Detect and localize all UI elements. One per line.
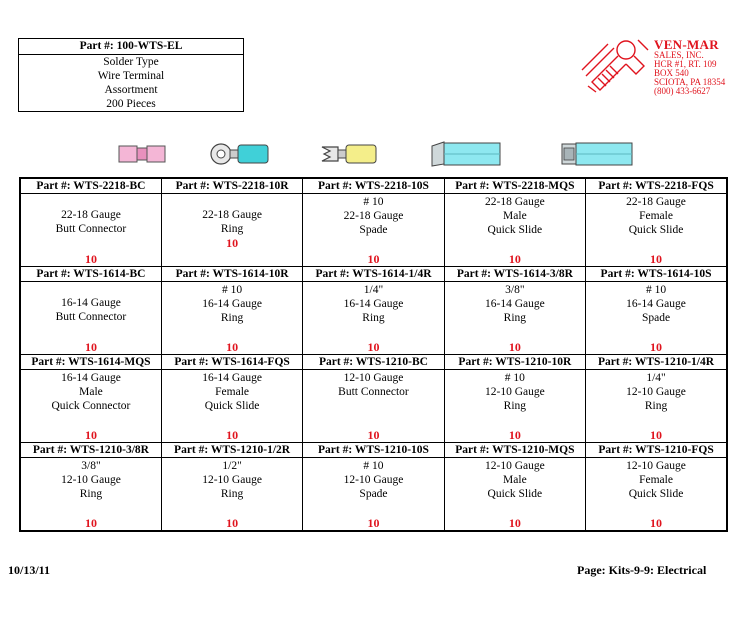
- kit-description: [19, 55, 243, 111]
- part-cell: [444, 355, 585, 443]
- part-number: Part #: WTS-2218-10S: [303, 179, 443, 194]
- description-line: 3/8": [505, 284, 525, 296]
- part-description: [586, 370, 726, 413]
- description-line: Female: [215, 386, 250, 398]
- description-line: Butt Connector: [55, 223, 127, 235]
- part-description: [21, 458, 161, 501]
- part-number: Part #: WTS-2218-MQS: [445, 179, 585, 194]
- description-line: 16-14 Gauge: [485, 298, 545, 310]
- part-number: Part #: WTS-1210-FQS: [586, 443, 726, 458]
- description-line: 12-10 Gauge: [626, 386, 686, 398]
- part-description: [303, 194, 443, 237]
- description-line: # 10: [504, 372, 525, 384]
- female-quick-slide-icon: [560, 140, 634, 168]
- quantity: 10: [367, 516, 380, 530]
- part-cell: [586, 443, 727, 532]
- part-number: Part #: WTS-2218-FQS: [586, 179, 726, 194]
- description-line: 16-14 Gauge: [61, 372, 121, 384]
- description-line: Ring: [79, 488, 103, 500]
- description-line: 3/8": [81, 460, 101, 472]
- kit-description-line: Assortment: [104, 84, 158, 96]
- part-number: Part #: WTS-1614-10R: [162, 267, 302, 282]
- quantity: 10: [650, 516, 663, 530]
- part-number: Part #: WTS-1614-3/8R: [445, 267, 585, 282]
- kit-description-line: Wire Terminal: [97, 70, 165, 82]
- part-cell: [303, 178, 444, 267]
- description-line: # 10: [222, 284, 243, 296]
- part-info-box: [18, 38, 244, 112]
- company-address-line: HCR #1, RT. 109: [654, 59, 717, 69]
- quantity: 10: [650, 428, 663, 442]
- footer-page-label: Page: Kits-9-9: Electrical: [577, 563, 707, 577]
- grid-row: [20, 267, 727, 355]
- company-sales: SALES, INC.: [654, 50, 704, 60]
- part-cell: [586, 355, 727, 443]
- description-line: Butt Connector: [338, 386, 409, 398]
- part-cell: [444, 443, 585, 532]
- company-name: VEN-MAR: [654, 37, 719, 52]
- part-description: [445, 194, 585, 237]
- quantity: 10: [650, 340, 663, 354]
- parts-grid: [19, 177, 728, 532]
- description-line: Ring: [503, 400, 527, 412]
- part-number: Part #: WTS-1614-10S: [586, 267, 726, 282]
- description-line: Male: [503, 474, 527, 486]
- description-line: 1/4": [646, 372, 666, 384]
- description-line: Ring: [644, 400, 668, 412]
- part-description: [303, 458, 443, 501]
- description-line: 22-18 Gauge: [485, 196, 545, 208]
- quantity: 10: [650, 252, 663, 266]
- quantity: 10: [226, 516, 239, 530]
- part-number: Part #: WTS-1614-MQS: [21, 355, 161, 370]
- part-cell: [20, 355, 161, 443]
- part-number: Part #: WTS-1210-10R: [445, 355, 585, 370]
- description-line: 16-14 Gauge: [202, 372, 262, 384]
- quantity: 10: [367, 428, 380, 442]
- part-cell: [20, 267, 161, 355]
- part-number: Part #: WTS-1614-BC: [21, 267, 161, 282]
- part-description: [586, 282, 726, 325]
- description-line: Male: [503, 210, 527, 222]
- part-number: Part #: WTS-1614-1/4R: [303, 267, 443, 282]
- part-number: Part #: WTS-1210-1/4R: [586, 355, 726, 370]
- description-line: 22-18 Gauge: [61, 209, 121, 221]
- male-quick-slide-icon: [430, 140, 504, 168]
- company-address-line: SCIOTA, PA 18354: [654, 77, 726, 87]
- description-line: Quick Slide: [628, 488, 684, 500]
- description-line: 16-14 Gauge: [626, 298, 686, 310]
- part-description: [162, 194, 302, 236]
- description-line: Quick Connector: [51, 400, 131, 412]
- description-line: 12-10 Gauge: [61, 474, 121, 486]
- description-line: Ring: [503, 312, 527, 324]
- butt-connector-icon: [118, 144, 168, 164]
- description-line: Spade: [359, 488, 388, 500]
- description-line: 16-14 Gauge: [61, 297, 121, 309]
- description-line: 22-18 Gauge: [202, 209, 262, 221]
- quantity: 10: [84, 428, 97, 442]
- description-line: Ring: [220, 312, 244, 324]
- description-line: Ring: [220, 223, 244, 235]
- description-line: Male: [79, 386, 103, 398]
- part-description: [445, 458, 585, 501]
- quantity: 10: [508, 428, 521, 442]
- quantity: 10: [508, 252, 521, 266]
- part-description: [586, 458, 726, 501]
- description-line: 1/4": [363, 284, 384, 296]
- description-line: 16-14 Gauge: [343, 298, 404, 310]
- description-line: 16-14 Gauge: [202, 298, 262, 310]
- part-cell: [20, 443, 161, 532]
- part-cell: [161, 178, 302, 267]
- description-line: Female: [639, 474, 673, 486]
- description-line: # 10: [645, 284, 667, 296]
- part-cell: [444, 267, 585, 355]
- part-description: [21, 194, 161, 236]
- part-cell: [303, 267, 444, 355]
- description-line: Female: [639, 210, 673, 222]
- description-line: Butt Connector: [55, 311, 127, 323]
- description-line: 12-10 Gauge: [343, 474, 404, 486]
- company-logo: [578, 36, 728, 94]
- part-description: [586, 194, 726, 237]
- quantity: 10: [226, 236, 239, 250]
- description-line: Spade: [359, 224, 388, 236]
- quantity: 10: [508, 340, 521, 354]
- part-cell: [20, 178, 161, 267]
- grid-row: [20, 443, 727, 532]
- description-line: 12-10 Gauge: [626, 460, 686, 472]
- quantity: 10: [226, 340, 239, 354]
- part-description: [21, 282, 161, 324]
- kit-part-number: Part #: 100-WTS-EL: [19, 39, 243, 55]
- description-line: # 10: [363, 196, 384, 208]
- part-number: Part #: WTS-1210-BC: [303, 355, 443, 370]
- part-cell: [161, 355, 302, 443]
- quantity: 10: [508, 516, 521, 530]
- ring-terminal-icon: [209, 142, 271, 166]
- kit-description-line: 200 Pieces: [106, 98, 156, 110]
- description-line: 22-18 Gauge: [626, 196, 686, 208]
- grid-row: [20, 355, 727, 443]
- footer-date: 10/13/11: [8, 563, 51, 577]
- description-line: 12-10 Gauge: [343, 372, 404, 384]
- part-description: [162, 458, 302, 501]
- part-description: [445, 282, 585, 325]
- part-cell: [586, 178, 727, 267]
- description-line: 12-10 Gauge: [485, 386, 545, 398]
- description-line: 12-10 Gauge: [485, 460, 545, 472]
- description-line: Ring: [362, 312, 385, 324]
- description-line: 1/2": [222, 460, 242, 472]
- quantity: 10: [84, 252, 97, 266]
- description-line: 12-10 Gauge: [202, 474, 262, 486]
- part-description: [21, 370, 161, 413]
- description-line: Quick Slide: [628, 224, 684, 236]
- part-number: Part #: WTS-1210-10S: [303, 443, 443, 458]
- quantity: 10: [84, 516, 97, 530]
- part-description: [162, 282, 302, 325]
- part-cell: [586, 267, 727, 355]
- part-number: Part #: WTS-1210-MQS: [445, 443, 585, 458]
- part-number: Part #: WTS-1614-FQS: [162, 355, 302, 370]
- part-description: [445, 370, 585, 413]
- grid-row: [20, 178, 727, 267]
- description-line: Quick Slide: [487, 488, 543, 500]
- part-number: Part #: WTS-2218-10R: [162, 179, 302, 194]
- description-line: Spade: [641, 312, 671, 324]
- part-cell: [161, 443, 302, 532]
- part-description: [162, 370, 302, 413]
- description-line: Quick Slide: [487, 224, 543, 236]
- logo-text: [654, 39, 725, 96]
- part-cell: [303, 355, 444, 443]
- part-cell: [161, 267, 302, 355]
- description-line: Quick Slide: [204, 400, 260, 412]
- description-line: 22-18 Gauge: [343, 210, 404, 222]
- bolt-logo-icon: [578, 36, 654, 94]
- quantity: 10: [367, 340, 380, 354]
- part-number: Part #: WTS-1210-3/8R: [21, 443, 161, 458]
- description-line: Ring: [220, 488, 244, 500]
- quantity: 10: [84, 340, 97, 354]
- kit-description-line: Solder Type: [103, 56, 159, 68]
- company-phone: (800) 433-6627: [654, 86, 711, 96]
- quantity: 10: [226, 428, 239, 442]
- part-number: Part #: WTS-2218-BC: [21, 179, 161, 194]
- part-description: [303, 282, 443, 325]
- quantity: 10: [367, 252, 380, 266]
- description-line: # 10: [363, 460, 384, 472]
- company-address-line: BOX 540: [654, 68, 689, 78]
- part-number: Part #: WTS-1210-1/2R: [162, 443, 302, 458]
- terminal-icons-row: [0, 138, 748, 172]
- spade-terminal-icon: [320, 143, 380, 165]
- part-cell: [303, 443, 444, 532]
- part-description: [303, 370, 443, 399]
- part-cell: [444, 178, 585, 267]
